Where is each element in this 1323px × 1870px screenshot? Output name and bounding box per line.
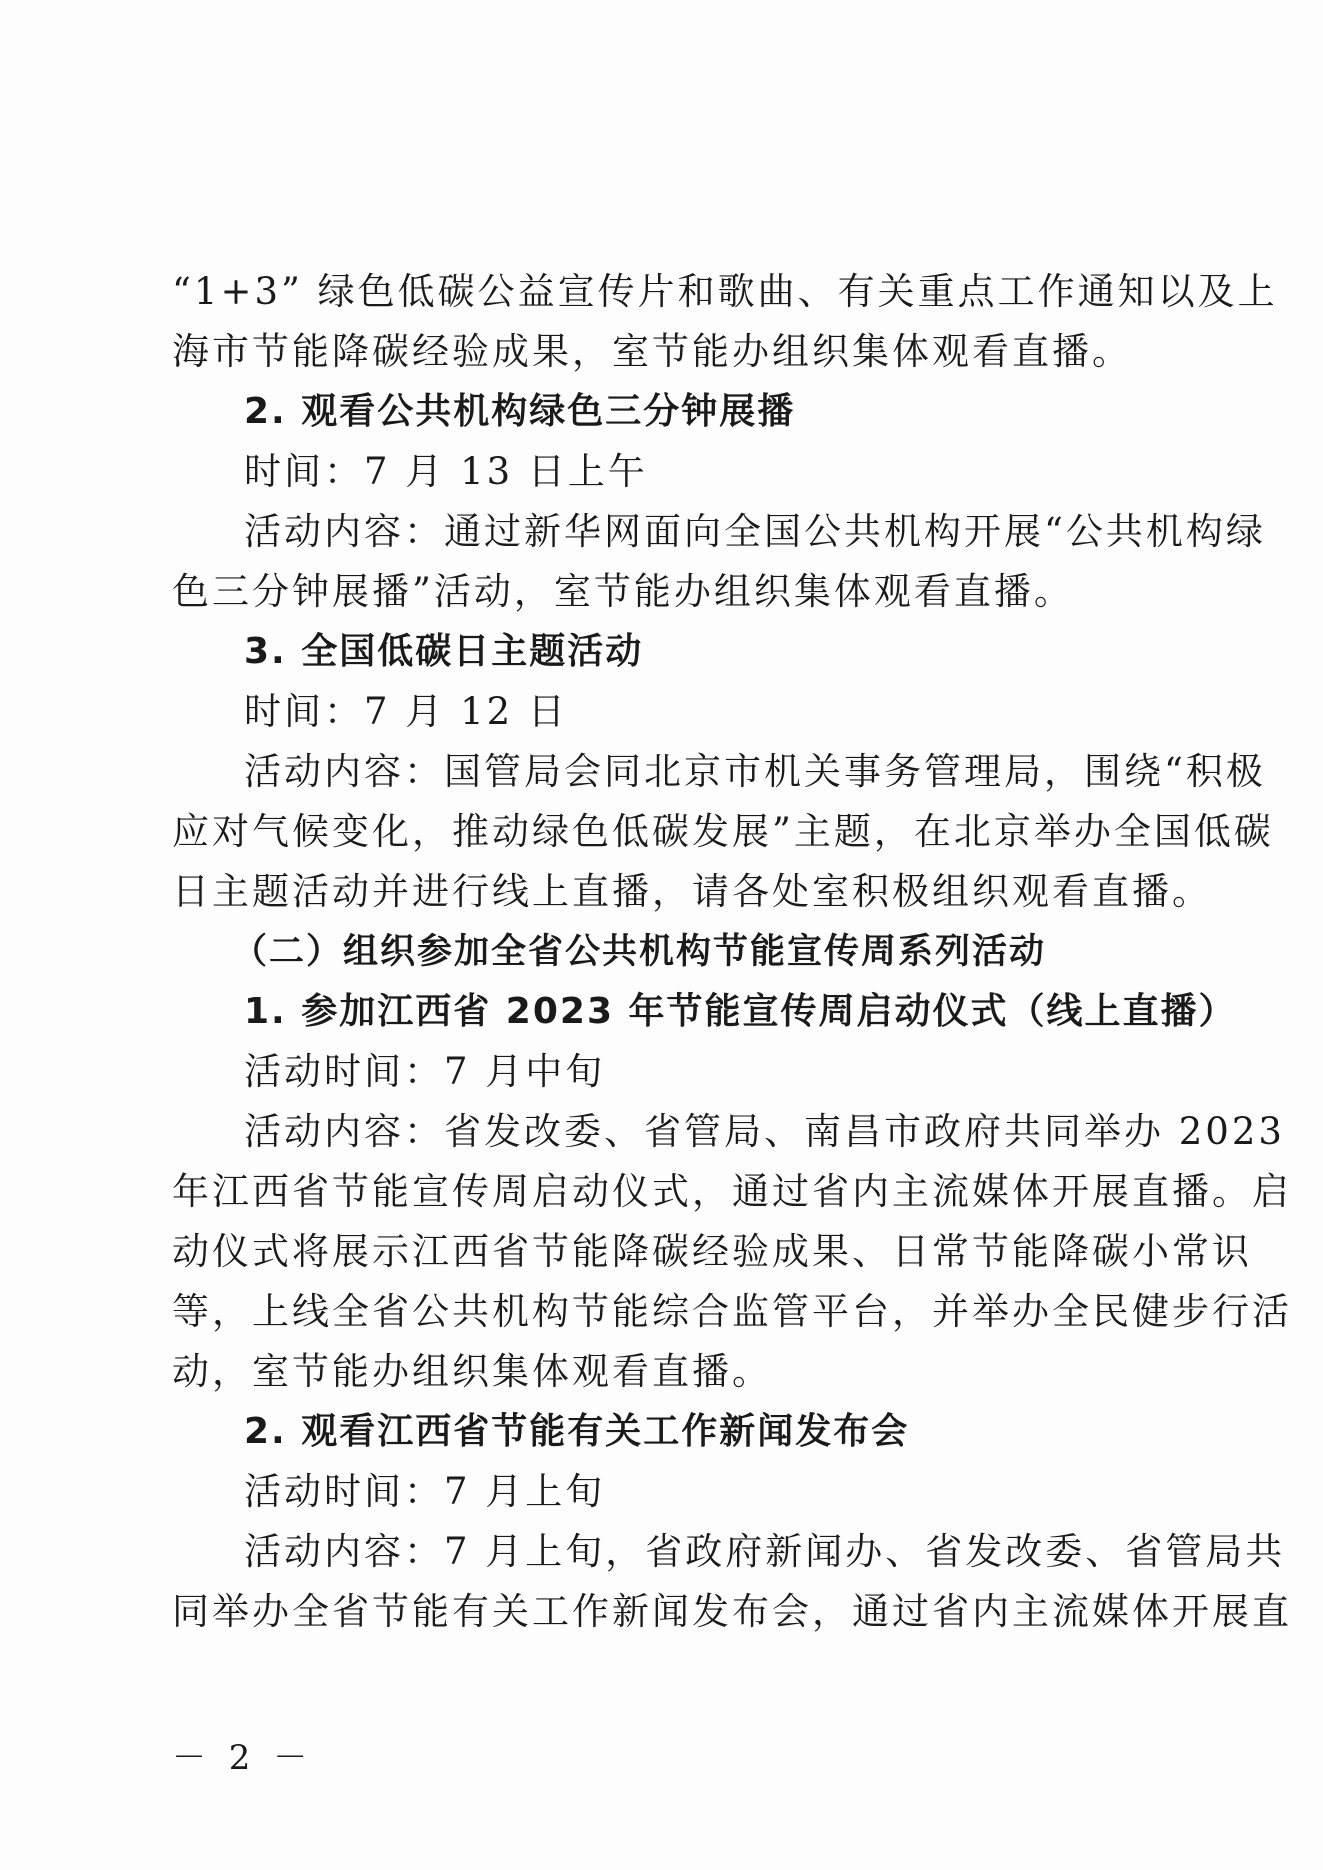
body-text-line: 活动内容：国管局会同北京市机关事务管理局，围绕“积极 — [244, 750, 1266, 793]
body-text-line: 应对气候变化，推动绿色低碳发展”主题，在北京举办全国低碳 — [172, 810, 1274, 853]
body-text-line: 年江西省节能宣传周启动仪式，通过省内主流媒体开展直播。启 — [172, 1170, 1292, 1213]
document-body — [172, 262, 1292, 1642]
subheading: 3. 全国低碳日主题活动 — [244, 631, 644, 672]
body-text-line: 色三分钟展播”活动，室节能办组织集体观看直播。 — [172, 570, 1074, 613]
section-heading: （二）组织参加全省公共机构节能宣传周系列活动 — [232, 932, 1047, 972]
activity-time: 活动时间：7 月中旬 — [244, 1050, 606, 1093]
body-text-line: 日主题活动并进行线上直播，请各处室积极组织观看直播。 — [172, 870, 1212, 913]
subheading: 1. 参加江西省 2023 年节能宣传周启动仪式（线上直播） — [244, 991, 1237, 1032]
activity-time: 活动时间：7 月上旬 — [244, 1470, 606, 1513]
body-text-line: 海市节能降碳经验成果，室节能办组织集体观看直播。 — [172, 330, 1132, 373]
subheading: 2. 观看公共机构绿色三分钟展播 — [244, 391, 796, 432]
body-text-line: 同举办全省节能有关工作新闻发布会，通过省内主流媒体开展直 — [172, 1590, 1292, 1633]
body-text-line: “1+3” 绿色低碳公益宣传片和歌曲、有关重点工作通知以及上 — [172, 270, 1278, 313]
page-number: － 2 － — [172, 1738, 314, 1778]
body-text-line: 活动内容：通过新华网面向全国公共机构开展“公共机构绿 — [244, 510, 1266, 553]
activity-time: 时间：7 月 12 日 — [244, 690, 568, 733]
body-text-line: 动，室节能办组织集体观看直播。 — [172, 1350, 772, 1393]
body-text-line: 动仪式将展示江西省节能降碳经验成果、日常节能降碳小常识 — [172, 1230, 1252, 1273]
body-text-line: 活动内容：7 月上旬，省政府新闻办、省发改委、省管局共 — [244, 1530, 1286, 1573]
activity-time: 时间：7 月 13 日上午 — [244, 450, 648, 493]
body-text-line: 活动内容：省发改委、省管局、南昌市政府共同举办 2023 — [244, 1110, 1285, 1153]
body-text-line: 等，上线全省公共机构节能综合监管平台，并举办全民健步行活 — [172, 1290, 1292, 1333]
subheading: 2. 观看江西省节能有关工作新闻发布会 — [244, 1411, 910, 1452]
